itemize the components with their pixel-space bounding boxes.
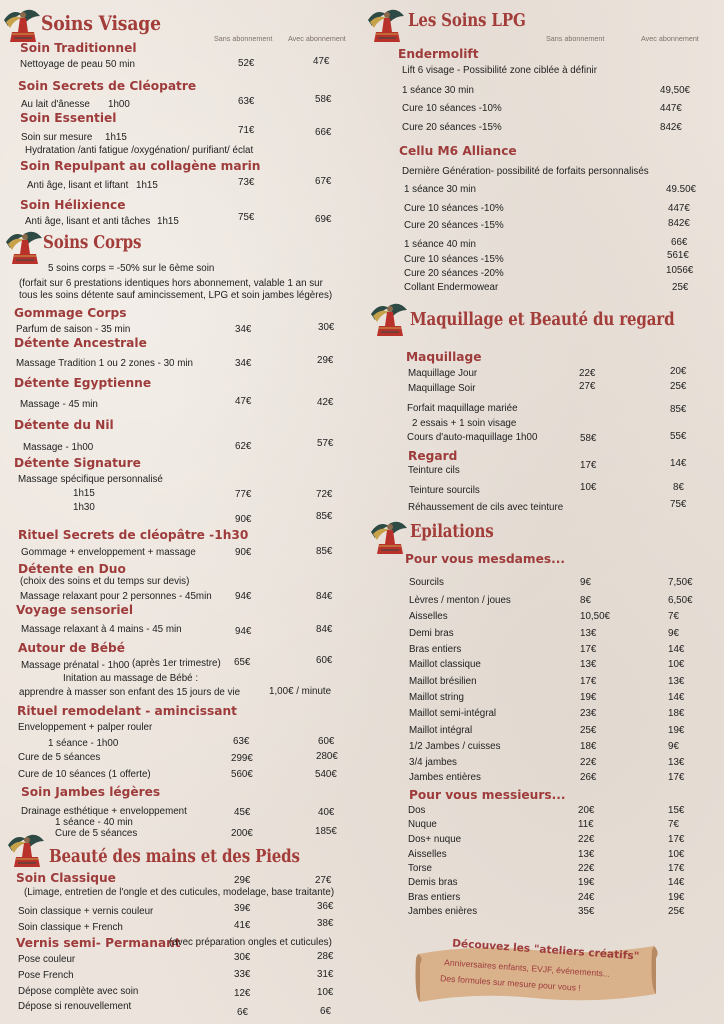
price-avec: 14€	[670, 458, 687, 469]
price-sans: 19€	[578, 877, 595, 888]
row-label: Cure 10 séances -10%	[402, 103, 502, 114]
offer-note: (forfait sur 6 prestations identiques hors abonnement, valable 1 an sur	[19, 278, 323, 289]
item-detail: Hydratation /anti fatigue /oxygénation/ purifiant/ éclat	[25, 145, 254, 156]
header-sans-abonnement: Sans abonnement	[214, 34, 273, 43]
section-title-lpg: Les Soins LPG	[408, 11, 526, 31]
price-avec: 185€	[315, 826, 337, 837]
section-title-maquillage: Maquillage et Beauté du regard	[410, 310, 675, 330]
item-line: Maquillage Jour	[408, 368, 478, 379]
price-sans: 17€	[580, 676, 597, 687]
price-avec: 29€	[317, 355, 334, 366]
price-sans: 58€	[580, 433, 597, 444]
price-avec: 19€	[668, 892, 685, 903]
price-avec: 27€	[315, 875, 332, 886]
price-avec: 72€	[316, 489, 333, 500]
price-avec: 58€	[315, 94, 332, 105]
item-line: Soin sur mesure	[21, 132, 93, 143]
price-avec: 36€	[317, 901, 334, 912]
section-title-soins-visage: Soins Visage	[41, 11, 161, 35]
price-avec: 10€	[668, 659, 685, 670]
price-avec: 20€	[670, 366, 687, 377]
row-label: 1 séance 40 min	[404, 239, 476, 250]
price-sans: 41€	[234, 920, 251, 931]
row-label: Jambes entières	[409, 772, 481, 783]
price-avec: 7€	[668, 611, 679, 622]
item-title: Détente Egyptienne	[14, 376, 152, 390]
row-label: Cure 20 séances -15%	[404, 220, 504, 231]
item-line: Nettoyage de peau 50 min	[20, 59, 135, 70]
price-avec: 280€	[316, 751, 338, 762]
price-sans: 34€	[235, 324, 252, 335]
item-title: Soin Hélixience	[20, 198, 126, 212]
header-avec-abonnement: Avec abonnement	[641, 34, 699, 43]
item-duration: 1h15	[136, 180, 158, 191]
price-avec: 85€	[316, 511, 333, 522]
item-line: Soin classique + vernis couleur	[18, 906, 154, 917]
item-title: Rituel Secrets de cléopâtre -1h30	[18, 528, 249, 542]
row-label: Maillot classique	[409, 659, 481, 670]
row-label: 3/4 jambes	[409, 757, 457, 768]
price-avec: 84€	[316, 591, 333, 602]
price-sans: 10,50€	[580, 611, 610, 622]
item-line: Cours d'auto-maquillage 1h00	[407, 432, 538, 443]
item-line: Massage relaxant à 4 mains - 45 min	[21, 624, 182, 635]
price-avec: 25€	[670, 381, 687, 392]
item-line: Massage - 45 min	[20, 399, 98, 410]
price-avec: 31€	[317, 969, 334, 980]
item-line: Teinture sourcils	[409, 485, 480, 496]
price-avec: 69€	[315, 214, 332, 225]
price-avec: 60€	[318, 736, 335, 747]
price-minute: 1,00€ / minute	[269, 686, 332, 697]
item-detail: Lift 6 visage - Possibilité zone ciblée à définir	[402, 65, 597, 76]
price-sans: 63€	[233, 736, 250, 747]
subsection-title: Regard	[408, 449, 458, 463]
offer-note: tous les soins détente sauf amincissement, LPG et soin jambes légères)	[19, 290, 333, 301]
row-label: Maillot string	[409, 692, 464, 703]
item-title: Détente Signature	[14, 456, 141, 470]
item-duration: 1h30	[73, 502, 95, 513]
banner-line: Anniversaires enfants, EVJF, événements...	[443, 957, 611, 979]
price-sans: 24€	[578, 892, 595, 903]
price-avec: 66€	[671, 237, 688, 248]
price-sans: 8€	[580, 595, 591, 606]
price-sans: 63€	[238, 96, 255, 107]
price-avec: 17€	[668, 863, 685, 874]
price-sans: 39€	[234, 903, 251, 914]
item-line: Massage Tradition 1 ou 2 zones - 30 min	[16, 358, 193, 369]
price-avec: 7€	[668, 819, 679, 830]
isis-icon	[369, 298, 409, 338]
price-sans: 25€	[580, 725, 597, 736]
price-avec: 66€	[315, 127, 332, 138]
row-label: Lèvres / menton / joues	[409, 595, 511, 606]
item-line: Drainage esthétique + enveloppement	[21, 806, 187, 817]
price-sans: 26€	[580, 772, 597, 783]
price-avec: 42€	[317, 397, 334, 408]
price-sans: 71€	[238, 125, 255, 136]
price-sans: 17€	[580, 644, 597, 655]
price-avec: 47€	[313, 56, 330, 67]
price-avec: 540€	[315, 769, 337, 780]
row-label: Nuque	[408, 819, 437, 830]
item-line: Gommage + enveloppement + massage	[21, 547, 196, 558]
price-sans: 90€	[235, 547, 252, 558]
price-avec: 14€	[668, 644, 685, 655]
price-avec: 6€	[320, 1006, 331, 1017]
item-line: Soin classique + French	[18, 922, 123, 933]
item-line: Enveloppement + palper rouler	[18, 722, 153, 733]
row-label: Cure 10 séances -10%	[404, 203, 504, 214]
price-avec: 13€	[668, 757, 685, 768]
row-label: Torse	[408, 863, 432, 874]
subsection-title: Maquillage	[406, 350, 482, 364]
price-avec: 85€	[316, 546, 333, 557]
price-avec: 17€	[668, 772, 685, 783]
item-line: Pose couleur	[18, 954, 76, 965]
subsection-title: Pour vous mesdames...	[405, 552, 566, 566]
price-avec: 15€	[668, 805, 685, 816]
item-title: Soin Classique	[16, 871, 116, 885]
row-label: Maillot intégral	[409, 725, 473, 736]
price-sans: 62€	[235, 441, 252, 452]
price-sans: 73€	[238, 177, 255, 188]
row-label: Maillot brésilien	[409, 676, 477, 687]
row-label: Demi bras	[409, 628, 454, 639]
price-sans: 33€	[234, 969, 251, 980]
banner-title: Découvez les "ateliers créatifs"	[451, 937, 640, 963]
item-title: Cellu M6 Alliance	[399, 144, 517, 158]
item-title: Soin Traditionnel	[20, 41, 137, 55]
price-sans: 34€	[235, 358, 252, 369]
price-sans: 22€	[578, 834, 595, 845]
price-sans: 35€	[578, 906, 595, 917]
item-line: Anti âge, lisant et anti tâches	[25, 216, 151, 227]
price-sans: 22€	[580, 757, 597, 768]
price-sans: 299€	[231, 753, 253, 764]
item-title: Détente en Duo	[18, 562, 126, 576]
price-sans: 45€	[234, 807, 251, 818]
price-avec: 19€	[668, 725, 685, 736]
price-sans: 52€	[238, 58, 255, 69]
price-avec: 14€	[668, 692, 685, 703]
price-sans: 18€	[580, 741, 597, 752]
price-sans: 560€	[231, 769, 253, 780]
price-sans: 13€	[578, 849, 595, 860]
item-line: Massage prénatal - 1h00	[21, 660, 130, 671]
isis-icon	[6, 829, 46, 869]
price-avec: 9€	[668, 628, 679, 639]
item-title: Autour de Bébé	[18, 641, 126, 655]
item-line: Forfait maquillage mariée	[407, 403, 518, 414]
price-avec: 10€	[317, 987, 334, 998]
price-sans: 77€	[235, 489, 252, 500]
price-sans: 17€	[580, 460, 597, 471]
banner-line: Des formules sur mesure pour vous !	[439, 973, 582, 993]
price-avec: 17€	[668, 834, 685, 845]
price-sans: 27€	[579, 381, 596, 392]
item-line: Dépose complète avec soin	[18, 986, 139, 997]
price-avec: 60€	[316, 655, 333, 666]
item-line: Réhaussement de cils avec teinture	[408, 502, 564, 513]
row-label: Dos+ nuque	[408, 834, 462, 845]
price-avec: 84€	[316, 624, 333, 635]
item-note: (après 1er trimestre)	[132, 658, 221, 669]
item-line: Pose French	[18, 970, 74, 981]
item-line: Cure de 5 séances	[55, 828, 138, 839]
item-line: Massage spécifique personnalisé	[18, 474, 163, 485]
item-detail: (Limage, entretien de l'ongle et des cuticules, modelage, base traitante)	[24, 887, 335, 898]
item-title: Vernis semi- Permanant	[16, 936, 181, 950]
header-avec-abonnement: Avec abonnement	[288, 34, 346, 43]
item-line: 2 essais + 1 soin visage	[412, 418, 517, 429]
price-sans: 94€	[235, 626, 252, 637]
item-title: Soin Secrets de Cléopatre	[18, 79, 197, 93]
item-line: Teinture cils	[408, 465, 460, 476]
price-avec: 842€	[668, 218, 690, 229]
row-label: Bras entiers	[408, 892, 461, 903]
price-avec: 49.50€	[666, 184, 696, 195]
price-avec: 561€	[667, 250, 689, 261]
item-line: Cure de 5 séances	[18, 752, 101, 763]
price-avec: 447€	[668, 203, 690, 214]
item-detail: Dernière Génération- possibilité de forfaits personnalisés	[402, 166, 649, 177]
item-line: 1 séance - 40 min	[55, 817, 133, 828]
item-line: Parfum de saison - 35 min	[16, 324, 131, 335]
item-title: Gommage Corps	[14, 306, 127, 320]
row-label: Collant Endermowear	[404, 282, 499, 293]
price-sans: 30€	[234, 952, 251, 963]
isis-icon	[366, 4, 406, 44]
row-label: Jambes enières	[408, 906, 478, 917]
price-sans: 9€	[580, 577, 591, 588]
price-sans: 47€	[235, 396, 252, 407]
offer-text: 5 soins corps = -50% sur le 6ème soin	[48, 263, 215, 274]
item-line: Au lait d'ânesse	[21, 99, 90, 110]
price-avec: 25€	[668, 906, 685, 917]
item-title: Rituel remodelant - amincissant	[17, 704, 237, 718]
item-detail: (avec préparation ongles et cuticules)	[169, 937, 332, 948]
item-line: apprendre à masser son enfant des 15 jours de vie	[19, 687, 241, 698]
price-avec: 49,50€	[660, 85, 690, 96]
item-line: Massage relaxant pour 2 personnes - 45min	[20, 591, 212, 602]
isis-icon	[2, 4, 42, 44]
item-line: (choix des soins et du temps sur devis)	[20, 576, 190, 587]
item-title: Soin Essentiel	[20, 111, 117, 125]
price-avec: 30€	[318, 322, 335, 333]
price-avec: 75€	[670, 499, 687, 510]
item-line: Cure de 10 séances (1 offerte)	[18, 769, 151, 780]
price-sans: 90€	[235, 514, 252, 525]
price-sans: 12€	[234, 988, 251, 999]
price-sans: 20€	[578, 805, 595, 816]
price-avec: 842€	[660, 122, 682, 133]
price-avec: 447€	[660, 103, 682, 114]
item-title: Soin Repulpant au collagène marin	[20, 159, 261, 173]
item-duration: 1h15	[105, 132, 127, 143]
price-sans: 11€	[578, 819, 594, 830]
price-avec: 7,50€	[668, 577, 693, 588]
section-title-mains-pieds: Beauté des mains et des Pieds	[49, 847, 300, 867]
price-avec: 18€	[668, 708, 685, 719]
price-avec: 14€	[668, 877, 685, 888]
price-sans: 19€	[580, 692, 597, 703]
item-duration: 1h15	[73, 488, 95, 499]
item-line: 1 séance - 1h00	[48, 738, 119, 749]
price-sans: 200€	[231, 828, 253, 839]
item-line: Initation au massage de Bébé :	[63, 673, 199, 684]
price-avec: 28€	[317, 951, 334, 962]
price-avec: 40€	[318, 807, 335, 818]
price-avec: 67€	[315, 176, 332, 187]
header-sans-abonnement: Sans abonnement	[546, 34, 605, 43]
item-duration: 1h15	[157, 216, 179, 227]
price-sans: 22€	[578, 863, 595, 874]
price-sans: 29€	[234, 875, 251, 886]
row-label: Dos	[408, 805, 426, 816]
price-sans: 65€	[234, 657, 251, 668]
row-label: Bras entiers	[409, 644, 462, 655]
price-sans: 13€	[580, 659, 597, 670]
isis-icon	[4, 226, 44, 266]
price-sans: 6€	[237, 1007, 248, 1018]
price-avec: 10€	[668, 849, 685, 860]
section-title-soins-corps: Soins Corps	[43, 233, 142, 253]
price-avec: 38€	[317, 918, 334, 929]
ateliers-banner	[414, 938, 660, 1010]
row-label: Cure 10 séances -15%	[404, 254, 504, 265]
price-avec: 57€	[317, 438, 334, 449]
price-avec: 9€	[668, 741, 679, 752]
isis-icon	[369, 516, 409, 556]
price-avec: 55€	[670, 431, 687, 442]
item-title: Soin Jambes légères	[21, 785, 161, 799]
price-sans: 75€	[238, 212, 255, 223]
price-avec: 1056€	[666, 265, 694, 276]
item-line: Maquillage Soir	[408, 383, 476, 394]
row-label: 1 séance 30 min	[402, 85, 474, 96]
item-title: Endermolift	[398, 47, 479, 61]
price-sans: 10€	[580, 482, 597, 493]
row-label: Sourcils	[409, 577, 444, 588]
row-label: Aisselles	[409, 611, 448, 622]
section-title-epilations: Epilations	[410, 522, 494, 542]
item-line: Massage - 1h00	[23, 442, 94, 453]
item-duration: 1h00	[108, 99, 130, 110]
item-title: Détente du Nil	[14, 418, 114, 432]
row-label: Aisselles	[408, 849, 447, 860]
price-avec: 85€	[670, 404, 687, 415]
price-sans: 94€	[235, 591, 252, 602]
row-label: 1/2 Jambes / cuisses	[409, 741, 501, 752]
row-label: Maillot semi-intégral	[409, 708, 497, 719]
item-line: Anti âge, lisant et liftant	[27, 180, 129, 191]
price-sans: 23€	[580, 708, 597, 719]
price-avec: 25€	[672, 282, 689, 293]
row-label: Cure 20 séances -20%	[404, 268, 504, 279]
price-sans: 13€	[580, 628, 597, 639]
row-label: 1 séance 30 min	[404, 184, 476, 195]
row-label: Cure 20 séances -15%	[402, 122, 502, 133]
row-label: Demis bras	[408, 877, 458, 888]
item-title: Détente Ancestrale	[14, 336, 147, 350]
item-line: Dépose si renouvellement	[18, 1001, 132, 1012]
item-title: Voyage sensoriel	[16, 603, 133, 617]
price-sans: 22€	[579, 368, 596, 379]
price-avec: 13€	[668, 676, 685, 687]
subsection-title: Pour vous messieurs...	[409, 788, 566, 802]
price-avec: 8€	[673, 482, 684, 493]
price-avec: 6,50€	[668, 595, 693, 606]
